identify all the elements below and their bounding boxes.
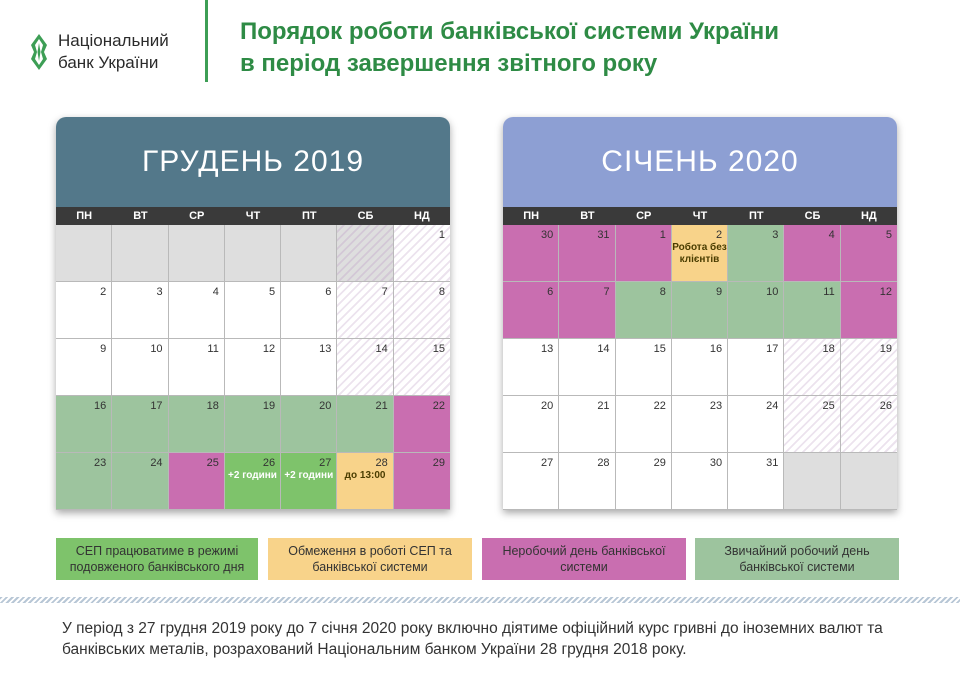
calendar-day: [841, 225, 897, 282]
day-number: 24: [150, 457, 163, 469]
weekday-header: [56, 207, 450, 225]
day-number: 10: [150, 343, 163, 355]
calendar-day: [56, 339, 112, 396]
calendar-day: [728, 339, 784, 396]
calendar-day: [559, 339, 615, 396]
calendar-day: [503, 282, 559, 339]
weekday-label: СР: [636, 210, 652, 222]
day-number: 29: [432, 457, 445, 469]
weekday-label: ВТ: [133, 210, 148, 222]
calendar-day: [616, 339, 672, 396]
day-number: 31: [597, 229, 610, 241]
calendar-day: [672, 453, 728, 510]
day-number: 4: [212, 286, 219, 298]
day-number: 11: [823, 286, 835, 298]
legend-restrictions: Обмеження в роботі СЕП та банківської системи: [268, 538, 472, 580]
weekday-label: ЧТ: [245, 210, 261, 222]
calendar-day: [672, 282, 728, 339]
title-line1: Порядок роботи банківської системи України: [240, 18, 780, 45]
footer-note: У період з 27 грудня 2019 року до 7 січня 2020 року включно діятиме офіційний курс гривні до іноземних валют та банківських металів, розрахований Національним банком України 28 грудня 2018 року.: [62, 620, 883, 658]
day-number: 14: [375, 343, 388, 355]
day-note: +2 години: [228, 470, 277, 481]
weekday-label: СР: [189, 210, 205, 222]
calendar-day: [784, 339, 840, 396]
day-number: 27: [319, 457, 332, 469]
calendar-day: [616, 282, 672, 339]
day-number: 28: [375, 457, 388, 469]
day-number: 20: [541, 400, 554, 412]
calendar-month-title: ГРУДЕНЬ 2019: [56, 117, 450, 207]
weekday-label: ВТ: [580, 210, 595, 222]
calendar-day: [503, 225, 559, 282]
day-number: 2: [100, 286, 107, 298]
calendar-day: [112, 453, 168, 510]
calendar-day: [169, 453, 225, 510]
weekday-label: ПТ: [301, 210, 317, 222]
calendar-day: [281, 453, 337, 510]
calendar-day: [337, 453, 393, 510]
day-number: 15: [432, 343, 445, 355]
day-number: 2: [716, 229, 723, 241]
day-number: 30: [709, 457, 723, 469]
weekday-label: СБ: [804, 210, 821, 222]
calendar-day: [841, 453, 897, 510]
legend-non-working-day: Неробочий день банківської системи: [482, 538, 686, 580]
calendar-day: [281, 282, 337, 339]
calendar-day: [503, 453, 559, 510]
calendar-day: [616, 453, 672, 510]
day-number: 13: [319, 343, 332, 355]
day-number: 17: [150, 400, 163, 412]
nbu-logo: [28, 30, 169, 74]
logo-line2: банк України: [58, 53, 159, 72]
weekday-label: ПН: [76, 210, 93, 222]
calendar-day: [56, 453, 112, 510]
calendar-day: [225, 282, 281, 339]
day-number: 12: [879, 286, 892, 298]
calendar-day: [616, 396, 672, 453]
calendar-day: [281, 396, 337, 453]
day-note: Робота без клієнтів: [672, 242, 727, 265]
calendar-day: [394, 225, 450, 282]
day-number: 22: [653, 400, 666, 412]
day-number: 1: [438, 229, 445, 241]
calendar-day: [56, 282, 112, 339]
day-number: 20: [319, 400, 332, 412]
calendar-day: [225, 453, 281, 510]
day-number: 3: [156, 286, 163, 298]
calendar-day: [394, 282, 450, 339]
title-line2: в період завершення звітного року: [240, 50, 658, 77]
logo-text: [58, 30, 169, 74]
calendar-day: [337, 225, 393, 282]
calendar-day: [616, 225, 672, 282]
day-note: до 13:00: [344, 470, 386, 481]
calendar-day: [728, 396, 784, 453]
weekday-label: ПН: [523, 210, 540, 222]
calendar-day: [672, 225, 728, 282]
day-number: 4: [828, 229, 835, 241]
calendar-day: [672, 396, 728, 453]
weekday-label: СБ: [357, 210, 374, 222]
day-number: 27: [541, 457, 554, 469]
day-number: 16: [709, 343, 723, 355]
day-number: 8: [438, 286, 445, 298]
calendar-month-title: СІЧЕНЬ 2020: [503, 117, 897, 207]
header-divider: [205, 0, 208, 82]
day-number: 7: [603, 286, 610, 298]
calendar-day: [784, 453, 840, 510]
day-number: 22: [432, 400, 445, 412]
day-number: 30: [541, 229, 554, 241]
day-number: 15: [653, 343, 666, 355]
day-number: 23: [94, 457, 107, 469]
calendar-day: [784, 282, 840, 339]
calendar-day: [56, 396, 112, 453]
day-number: 21: [375, 400, 388, 412]
calendar-day: [112, 225, 168, 282]
weekday-label: ПТ: [748, 210, 764, 222]
day-number: 31: [766, 457, 779, 469]
calendar-day: [841, 396, 897, 453]
day-number: 23: [709, 400, 723, 412]
day-number: 17: [766, 343, 779, 355]
calendar-day: [169, 396, 225, 453]
day-number: 1: [659, 229, 666, 241]
day-number: 24: [766, 400, 779, 412]
calendar-day: [728, 453, 784, 510]
calendar-day: [281, 339, 337, 396]
day-number: 21: [597, 400, 610, 412]
day-number: 19: [879, 343, 892, 355]
calendar-day: [559, 396, 615, 453]
day-number: 6: [325, 286, 332, 298]
day-number: 3: [772, 229, 779, 241]
calendar-day: [559, 453, 615, 510]
calendar-day: [337, 282, 393, 339]
day-number: 9: [716, 286, 723, 298]
nbu-emblem-icon: [28, 33, 50, 71]
day-number: 13: [541, 343, 554, 355]
calendar-day: [112, 339, 168, 396]
day-number: 16: [94, 400, 107, 412]
calendar-day: [225, 225, 281, 282]
logo-line1: Національний: [58, 31, 169, 50]
weekday-header: [503, 207, 897, 225]
calendar-day: [169, 282, 225, 339]
day-number: 6: [547, 286, 554, 298]
weekday-label: ЧТ: [692, 210, 708, 222]
calendar-day: [112, 282, 168, 339]
day-number: 25: [206, 457, 219, 469]
footer-divider: [0, 597, 960, 603]
day-number: 26: [262, 457, 276, 469]
calendar-day: [225, 339, 281, 396]
day-note: +2 години: [284, 470, 334, 481]
calendar-day: [503, 396, 559, 453]
calendar-december-2019: [56, 117, 450, 510]
day-number: 19: [262, 400, 276, 412]
day-number: 28: [597, 457, 610, 469]
calendar-day: [728, 282, 784, 339]
calendar-day: [337, 396, 393, 453]
day-number: 18: [206, 400, 219, 412]
calendar-day: [559, 282, 615, 339]
calendar-day: [784, 396, 840, 453]
calendar-day: [337, 339, 393, 396]
day-number: 9: [100, 343, 107, 355]
day-number: 29: [653, 457, 666, 469]
calendar-day: [728, 225, 784, 282]
day-number: 14: [597, 343, 610, 355]
calendar-day: [394, 453, 450, 510]
calendar-day: [784, 225, 840, 282]
day-number: 8: [659, 286, 666, 298]
day-number: 12: [262, 343, 276, 355]
weekday-label: НД: [860, 210, 877, 222]
calendar-day: [841, 282, 897, 339]
calendar-day: [841, 339, 897, 396]
calendar-day: [281, 225, 337, 282]
calendar-day: [225, 396, 281, 453]
calendar-day: [503, 339, 559, 396]
day-number: 26: [879, 400, 892, 412]
calendar-day: [559, 225, 615, 282]
calendar-day: [394, 339, 450, 396]
weekday-label: НД: [413, 210, 430, 222]
calendar-day: [112, 396, 168, 453]
day-number: 5: [269, 286, 276, 298]
legend-extended-day: СЕП працюватиме в режимі подовженого банківського дня: [56, 538, 258, 580]
day-number: 7: [381, 286, 388, 298]
day-number: 11: [207, 343, 219, 355]
calendar-day: [169, 225, 225, 282]
day-number: 10: [766, 286, 779, 298]
calendar-day: [56, 225, 112, 282]
calendar-day: [672, 339, 728, 396]
day-number: 5: [885, 229, 892, 241]
page-title: [240, 16, 940, 80]
legend-working-day: Звичайний робочий день банківської системи: [695, 538, 899, 580]
calendar-day: [394, 396, 450, 453]
calendar-january-2020: [503, 117, 897, 510]
calendar-grid: [56, 225, 450, 510]
day-number: 25: [822, 400, 835, 412]
calendar-grid: [503, 225, 897, 510]
calendar-day: [169, 339, 225, 396]
day-number: 18: [822, 343, 835, 355]
